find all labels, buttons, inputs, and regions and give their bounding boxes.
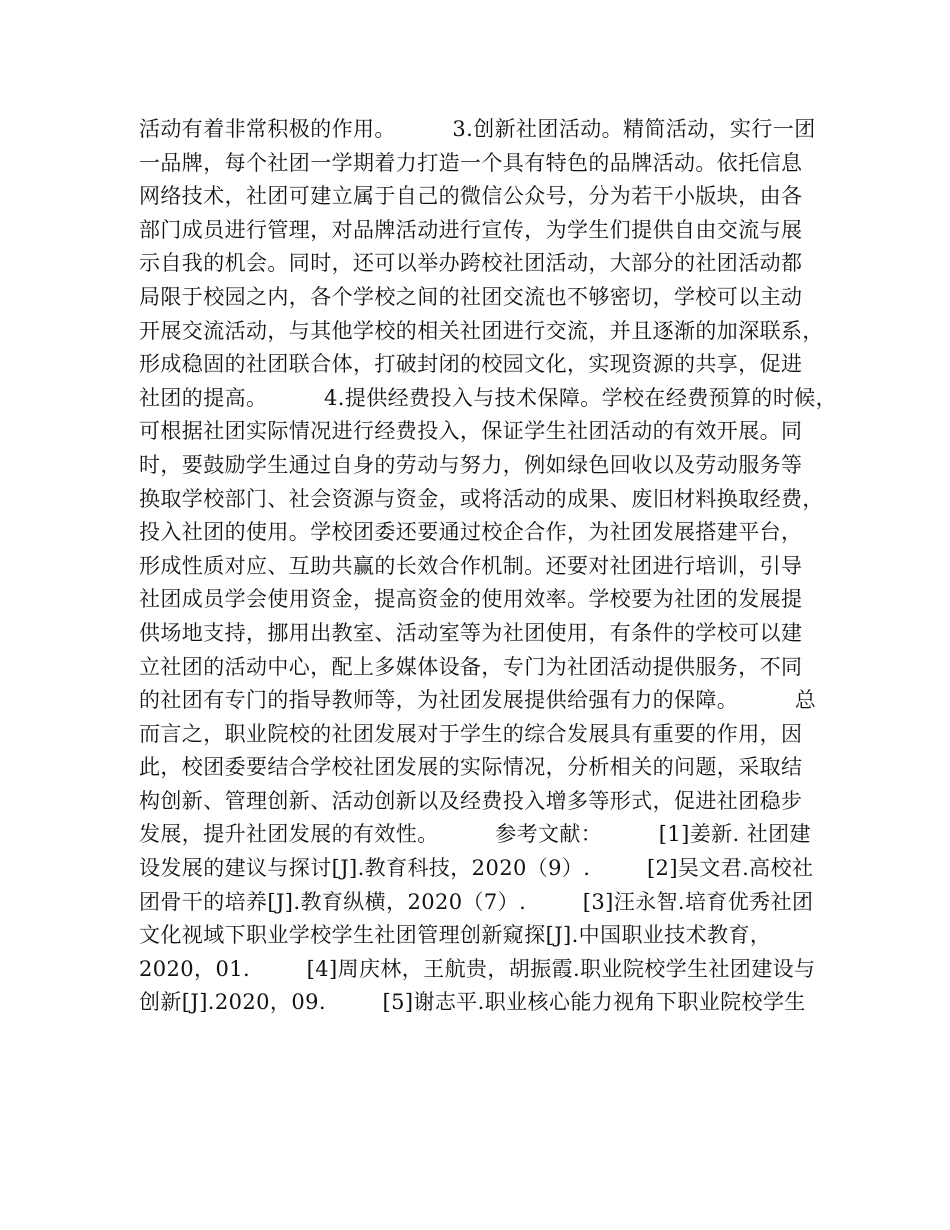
text-line: 可根据社团实际情况进行经费投入，保证学生社团活动的有效开展。同 xyxy=(139,419,803,444)
text-line: 换取学校部门、社会资源与资金，或将活动的成果、废旧材料换取经费， xyxy=(139,486,824,511)
text-line: 开展交流活动，与其他学校的相关社团进行交流，并且逐渐的加深联系， xyxy=(139,318,824,343)
text-line: 供场地支持，挪用出教室、活动室等为社团使用，有条件的学校可以建 xyxy=(139,620,803,645)
text-line: 团骨干的培养[J].教育纵横，2020（7）. [3]汪永智.培育优秀社团 xyxy=(139,889,814,914)
text-line: 网络技术，社团可建立属于自己的微信公众号，分为若干小版块，由各 xyxy=(139,184,803,209)
body-text xyxy=(139,113,838,1020)
text-line: 局限于校园之内，各个学校之间的社团交流也不够密切，学校可以主动 xyxy=(139,284,803,309)
text-line: 部门成员进行管理，对品牌活动进行宣传，为学生们提供自由交流与展 xyxy=(139,217,803,242)
text-line: 2020，01. [4]周庆林，王航贵，胡振霞.职业院校学生社团建设与 xyxy=(139,956,816,981)
text-line: 设发展的建议与探讨[J].教育科技，2020（9）. [2]吴文君.高校社 xyxy=(139,856,814,881)
text-line: 立社团的活动中心，配上多媒体设备，专门为社团活动提供服务，不同 xyxy=(139,654,803,679)
text-line: 形成稳固的社团联合体，打破封闭的校园文化，实现资源的共享，促进 xyxy=(139,352,803,377)
text-line: 时，要鼓励学生通过自身的劳动与努力，例如绿色回收以及劳动服务等 xyxy=(139,452,803,477)
text-line: 发展，提升社团发展的有效性。 参考文献： [1]姜新. 社团建 xyxy=(139,822,811,847)
text-line: 的社团有专门的指导教师等，为社团发展提供给强有力的保障。 总 xyxy=(139,688,817,713)
text-line: 创新[J].2020，09. [5]谢志平.职业核心能力视角下职业院校学生 xyxy=(139,990,806,1015)
text-line: 示自我的机会。同时，还可以举办跨校社团活动，大部分的社团活动都 xyxy=(139,251,803,276)
text-line: 此，校团委要结合学校社团发展的实际情况，分析相关的问题，采取结 xyxy=(139,755,803,780)
text-line: 投入社团的使用。学校团委还要通过校企合作，为社团发展搭建平台， xyxy=(139,520,803,545)
text-line: 社团成员学会使用资金，提高资金的使用效率。学校要为社团的发展提 xyxy=(139,587,803,612)
text-line: 而言之，职业院校的社团发展对于学生的综合发展具有重要的作用，因 xyxy=(139,721,803,746)
text-line: 构创新、管理创新、活动创新以及经费投入增多等形式，促进社团稳步 xyxy=(139,788,803,813)
text-line: 活动有着非常积极的作用。 3.创新社团活动。精简活动，实行一团 xyxy=(139,117,816,141)
text-line: 社团的提高。 4.提供经费投入与技术保障。学校在经费预算的时候， xyxy=(139,385,838,410)
text-line: 形成性质对应、互助共赢的长效合作机制。还要对社团进行培训，引导 xyxy=(139,553,803,578)
text-line: 文化视域下职业学校学生社团管理创新窥探[J].中国职业技术教育， xyxy=(139,923,772,948)
text-line: 一品牌，每个社团一学期着力打造一个具有特色的品牌活动。依托信息 xyxy=(139,150,803,175)
